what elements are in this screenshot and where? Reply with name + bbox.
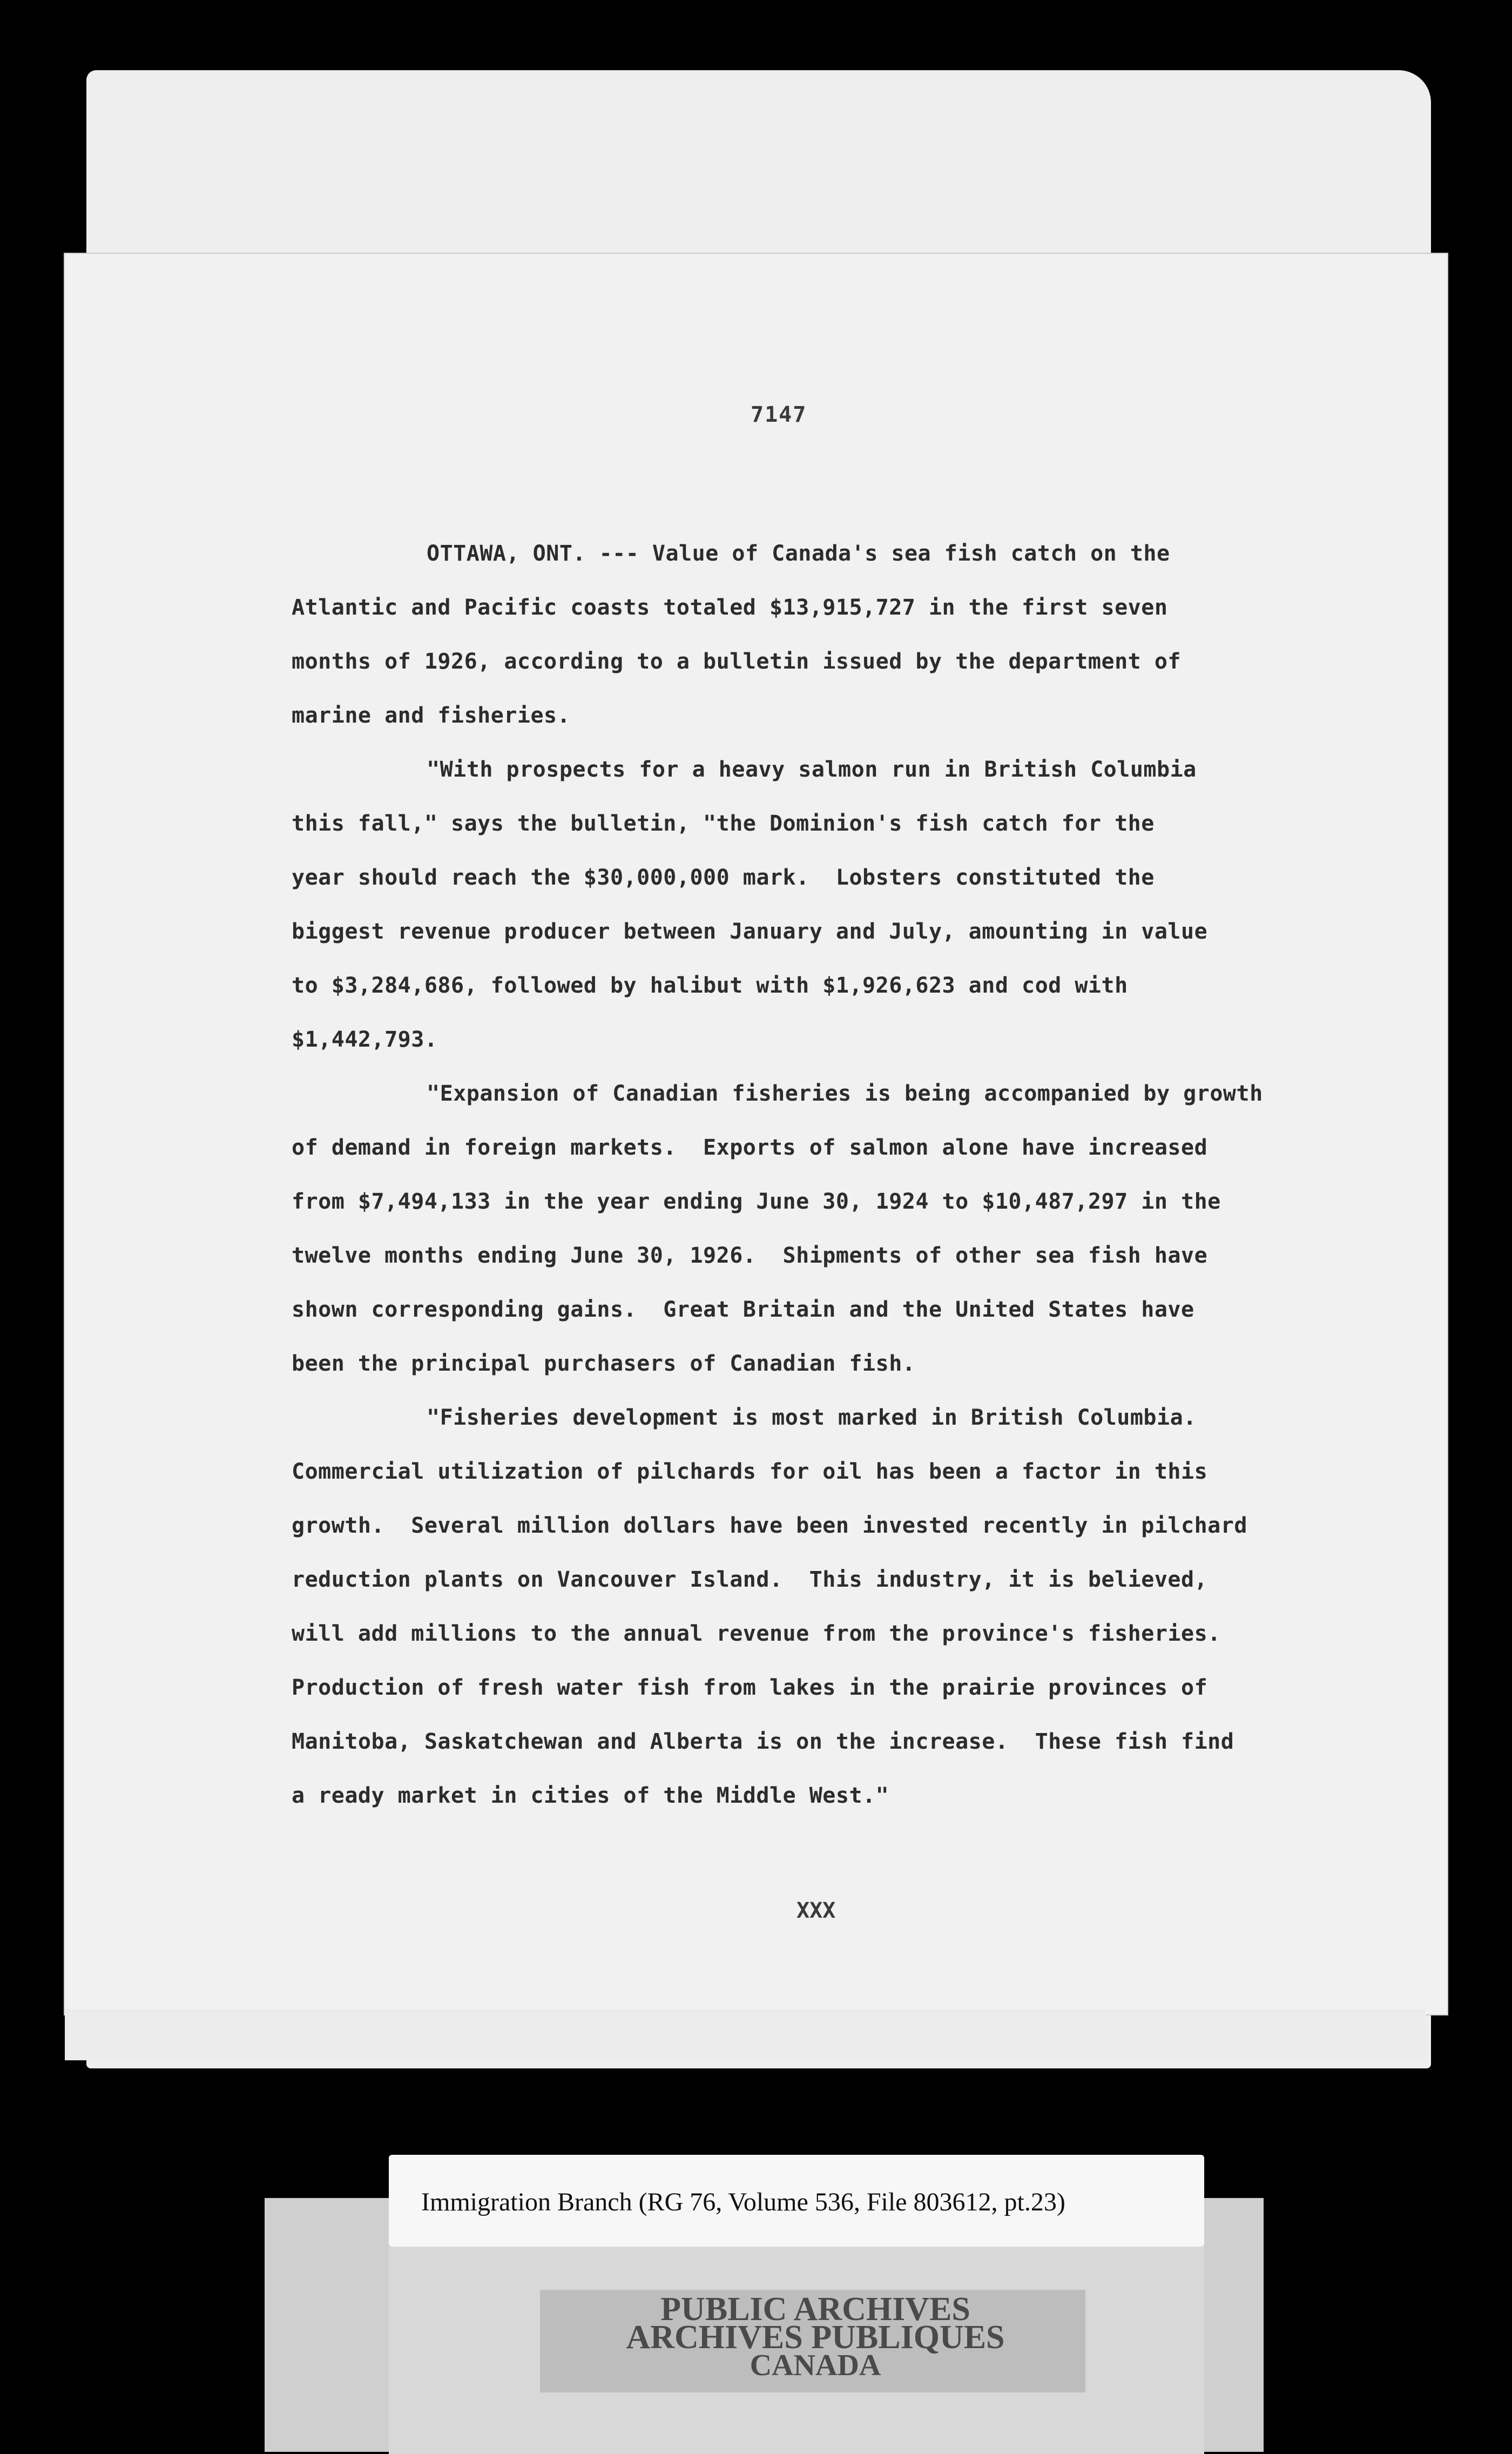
body-line: from $7,494,133 in the year ending June 30, 1924 to $10,487,297 in the: [292, 1189, 1221, 1214]
body-line: months of 1926, according to a bulletin issued by the department of: [292, 649, 1181, 674]
body-line: Production of fresh water fish from lakes in the prairie provinces of: [292, 1675, 1208, 1700]
archive-caption: Immigration Branch (RG 76, Volume 536, File 803612, pt.23): [421, 2188, 1065, 2216]
body-line: $1,442,793.: [292, 1027, 438, 1052]
body-line: growth. Several million dollars have been invested recently in pilchard: [292, 1513, 1247, 1538]
body-line: biggest revenue producer between January and July, amounting in value: [292, 919, 1208, 944]
body-line: of demand in foreign markets. Exports of salmon alone have increased: [292, 1135, 1208, 1160]
body-line: Atlantic and Pacific coasts totaled $13,915,727 in the first seven: [292, 595, 1168, 620]
archives-stamp: [545, 2291, 1085, 2382]
body-line: been the principal purchasers of Canadian fish.: [292, 1351, 916, 1376]
body-line: to $3,284,686, followed by halibut with $1,926,623 and cod with: [292, 973, 1128, 998]
body-line: this fall," says the bulletin, "the Dominion's fish catch for the: [292, 811, 1155, 836]
body-line: reduction plants on Vancouver Island. This industry, it is believed,: [292, 1567, 1208, 1592]
body-line: shown corresponding gains. Great Britain and the United States have: [292, 1297, 1194, 1322]
page-number: 7147: [751, 402, 807, 427]
body-line: "With prospects for a heavy salmon run in British Columbia: [427, 757, 1197, 782]
body-line: year should reach the $30,000,000 mark. Lobsters constituted the: [292, 865, 1155, 890]
body-line: OTTAWA, ONT. --- Value of Canada's sea fish catch on the: [427, 541, 1170, 566]
stamp-line-2: ARCHIVES PUBLIQUES: [626, 2319, 1005, 2356]
body-line: marine and fisheries.: [292, 703, 571, 728]
body-line: "Expansion of Canadian fisheries is being accompanied by growth: [427, 1081, 1263, 1106]
page-bottom-edge: [65, 2009, 1426, 2060]
end-mark: XXX: [796, 1898, 836, 1923]
body-line: Commercial utilization of pilchards for oil has been a factor in this: [292, 1459, 1208, 1484]
stamp-line-1: PUBLIC ARCHIVES: [660, 2291, 970, 2328]
stamp-line-3: CANADA: [750, 2349, 881, 2382]
body-line: will add millions to the annual revenue from the province's fisheries.: [292, 1621, 1221, 1646]
body-line: Manitoba, Saskatchewan and Alberta is on the increase. These fish find: [292, 1729, 1234, 1754]
document-body: [292, 527, 1307, 1823]
body-line: twelve months ending June 30, 1926. Shipments of other sea fish have: [292, 1243, 1208, 1268]
body-line: "Fisheries development is most marked in British Columbia.: [427, 1405, 1197, 1430]
body-line: a ready market in cities of the Middle West.": [292, 1783, 889, 1808]
